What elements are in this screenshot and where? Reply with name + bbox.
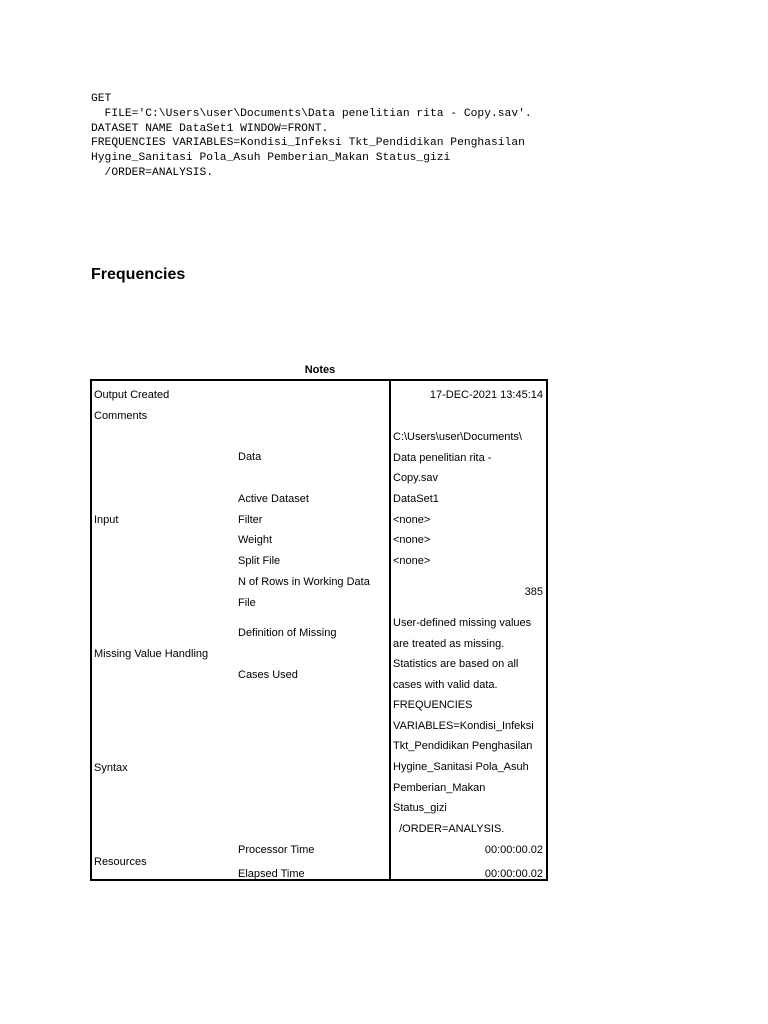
- syntax-line: GET: [91, 93, 112, 105]
- syntax-value-line: Tkt_Pendidikan Penghasilan: [393, 740, 533, 753]
- sub-label-elapsed-time: Elapsed Time: [238, 868, 305, 880]
- sub-label-cases-used: Cases Used: [238, 669, 298, 681]
- active-dataset-value: DataSet1: [393, 493, 439, 505]
- sub-label-active-dataset: Active Dataset: [238, 493, 309, 505]
- syntax-line: /ORDER=ANALYSIS.: [91, 166, 214, 179]
- syntax-value-line: Pemberian_Makan: [393, 781, 486, 794]
- weight-value: <none>: [393, 534, 431, 546]
- syntax-value: [393, 695, 534, 840]
- data-value-line: C:\Users\user\Documents\: [393, 431, 522, 443]
- processor-time-value: 00:00:00.02: [484, 844, 543, 856]
- syntax-value-line: FREQUENCIES: [393, 699, 473, 711]
- cases-used-value-line: cases with valid data.: [393, 678, 498, 691]
- section-heading: Frequencies: [91, 266, 186, 283]
- sub-label-processor-time: Processor Time: [238, 844, 315, 856]
- sub-label-data: Data: [238, 451, 262, 463]
- row-label-syntax: Syntax: [94, 762, 128, 774]
- elapsed-time-value: 00:00:00.02: [484, 868, 543, 880]
- column-divider: [389, 381, 391, 879]
- sub-label-filter: Filter: [238, 514, 263, 526]
- row-label-output-created: Output Created: [94, 389, 170, 401]
- n-rows-label-line: File: [238, 596, 256, 609]
- cases-used-value-line: Statistics are based on all: [393, 658, 519, 670]
- syntax-line: FREQUENCIES VARIABLES=Kondisi_Infeksi Tkt_Pendidikan Penghasilan: [91, 137, 525, 150]
- sub-label-n-rows: [238, 572, 370, 613]
- row-label-resources: Resources: [94, 856, 147, 868]
- syntax-value-line: Status_gizi: [393, 802, 447, 815]
- cases-used-value: [393, 654, 518, 695]
- syntax-line: Hygine_Sanitasi Pola_Asuh Pemberian_Makan Status_gizi: [91, 152, 451, 165]
- definition-value-line: are treated as missing.: [393, 637, 505, 650]
- n-rows-value: 385: [524, 586, 543, 598]
- data-value-line: Copy.sav: [393, 472, 439, 485]
- definition-value: [393, 613, 531, 654]
- sub-label-weight: Weight: [238, 534, 273, 546]
- row-label-comments: Comments: [94, 410, 148, 422]
- syntax-value-line: /ORDER=ANALYSIS.: [393, 823, 505, 836]
- sub-label-split-file: Split File: [238, 555, 281, 567]
- row-label-input: Input: [94, 514, 119, 526]
- notes-table-title: Notes: [304, 364, 336, 376]
- syntax-line: FILE='C:\Users\user\Documents\Data penelitian rita - Copy.sav'.: [91, 107, 532, 120]
- n-rows-label-line: N of Rows in Working Data: [238, 576, 370, 588]
- output-created-value: 17-DEC-2021 13:45:14: [429, 389, 543, 401]
- syntax-value-line: Hygine_Sanitasi Pola_Asuh: [393, 761, 529, 774]
- syntax-line: DATASET NAME DataSet1 WINDOW=FRONT.: [91, 122, 329, 135]
- split-file-value: <none>: [393, 555, 431, 567]
- notes-table: [90, 379, 548, 881]
- row-label-missing-value-handling: Missing Value Handling: [94, 648, 209, 660]
- syntax-log: [91, 92, 532, 181]
- filter-value: <none>: [393, 514, 431, 526]
- data-value-line: Data penelitian rita -: [393, 451, 492, 464]
- definition-value-line: User-defined missing values: [393, 617, 532, 629]
- data-value: [393, 427, 522, 489]
- syntax-value-line: VARIABLES=Kondisi_Infeksi: [393, 719, 534, 732]
- sub-label-definition-of-missing: Definition of Missing: [238, 627, 337, 639]
